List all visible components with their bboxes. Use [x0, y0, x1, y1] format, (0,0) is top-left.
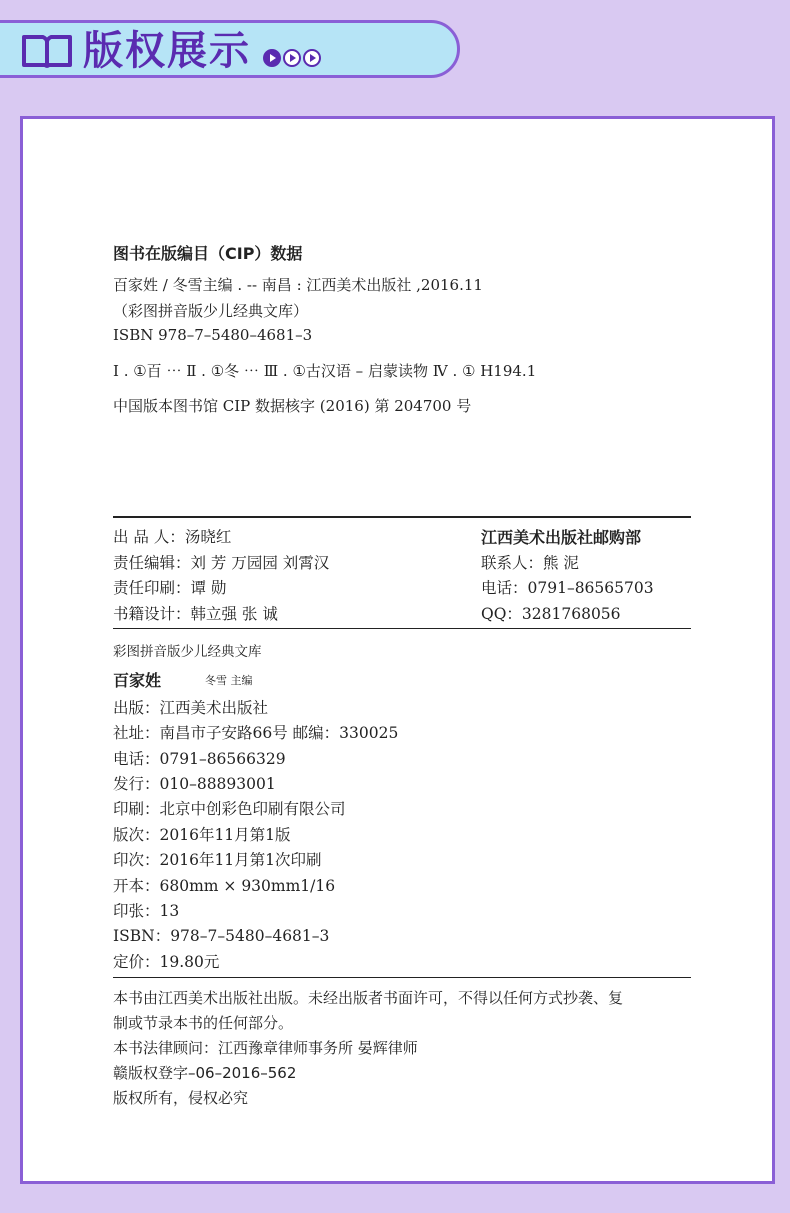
- book-author: 冬雪 主编: [205, 674, 253, 687]
- divider: [113, 516, 691, 518]
- credit-line: 书籍设计：韩立强 张 诚: [113, 605, 278, 623]
- publication-info: ISBN：978–7–5480–4681–3: [113, 927, 330, 945]
- copyright-notice: 本书由江西美术出版社出版。未经出版者书面许可，不得以任何方式抄袭、复: [113, 989, 624, 1007]
- publication-info: 印次：2016年11月第1次印刷: [113, 851, 322, 869]
- banner-title: 版权展示: [83, 28, 251, 74]
- arrow-right-icon: [303, 49, 321, 67]
- publication-info: 发行：010–88893001: [113, 775, 276, 793]
- publication-info: 印张：13: [113, 902, 180, 920]
- cip-line: Ⅰ . ①百 ⋯ Ⅱ . ①冬 ⋯ Ⅲ . ①古汉语 – 启蒙读物 Ⅳ . ① H194.1: [113, 362, 537, 380]
- open-book-icon: [21, 32, 73, 70]
- copyright-page: [20, 116, 775, 1184]
- cip-line: ISBN 978–7–5480–4681–3: [113, 326, 313, 344]
- copyright-notice: 本书法律顾问：江西豫章律师事务所 晏辉律师: [113, 1039, 418, 1057]
- mail-order-line: QQ：3281768056: [481, 605, 621, 623]
- credit-line: 责任编辑：刘 芳 万园园 刘霄汉: [113, 554, 330, 572]
- publication-info: 出版：江西美术出版社: [113, 699, 269, 717]
- cip-line: 百家姓 / 冬雪主编 . -- 南昌 : 江西美术出版社 ,2016.11: [113, 276, 483, 294]
- cip-line: （彩图拼音版少儿经典文库）: [113, 302, 309, 320]
- cip-title: 图书在版编目（CIP）数据: [113, 244, 303, 263]
- publication-info: 定价：19.80元: [113, 953, 220, 971]
- arrow-right-icon: [263, 49, 281, 67]
- credit-line: 责任印刷：谭 勋: [113, 579, 227, 597]
- book-title: 百家姓: [113, 671, 162, 690]
- publication-info: 社址：南昌市子安路66号 邮编：330025: [113, 724, 399, 742]
- arrow-icons: [263, 49, 323, 67]
- cip-line: 中国版本图书馆 CIP 数据核字 (2016) 第 204700 号: [113, 397, 472, 415]
- mail-order-line: 联系人：熊 泥: [481, 554, 579, 572]
- publication-info: 版次：2016年11月第1版: [113, 826, 291, 844]
- publication-info: 电话：0791–86566329: [113, 750, 286, 768]
- section-banner: [0, 20, 460, 78]
- credit-line: 出 品 人：汤晓红: [113, 528, 232, 546]
- arrow-right-icon: [283, 49, 301, 67]
- mail-order-line: 电话：0791–86565703: [481, 579, 654, 597]
- copyright-notice: 赣版权登字–06–2016–562: [113, 1064, 297, 1082]
- series-name: 彩图拼音版少儿经典文库: [113, 644, 262, 660]
- divider: [113, 628, 691, 629]
- copyright-notice: 版权所有，侵权必究: [113, 1089, 249, 1107]
- publication-info: 印刷：北京中创彩色印刷有限公司: [113, 800, 346, 818]
- copyright-notice: 制或节录本书的任何部分。: [113, 1014, 294, 1032]
- mail-order-heading: 江西美术出版社邮购部: [481, 528, 642, 547]
- divider: [113, 977, 691, 978]
- publication-info: 开本：680mm × 930mm1/16: [113, 877, 336, 895]
